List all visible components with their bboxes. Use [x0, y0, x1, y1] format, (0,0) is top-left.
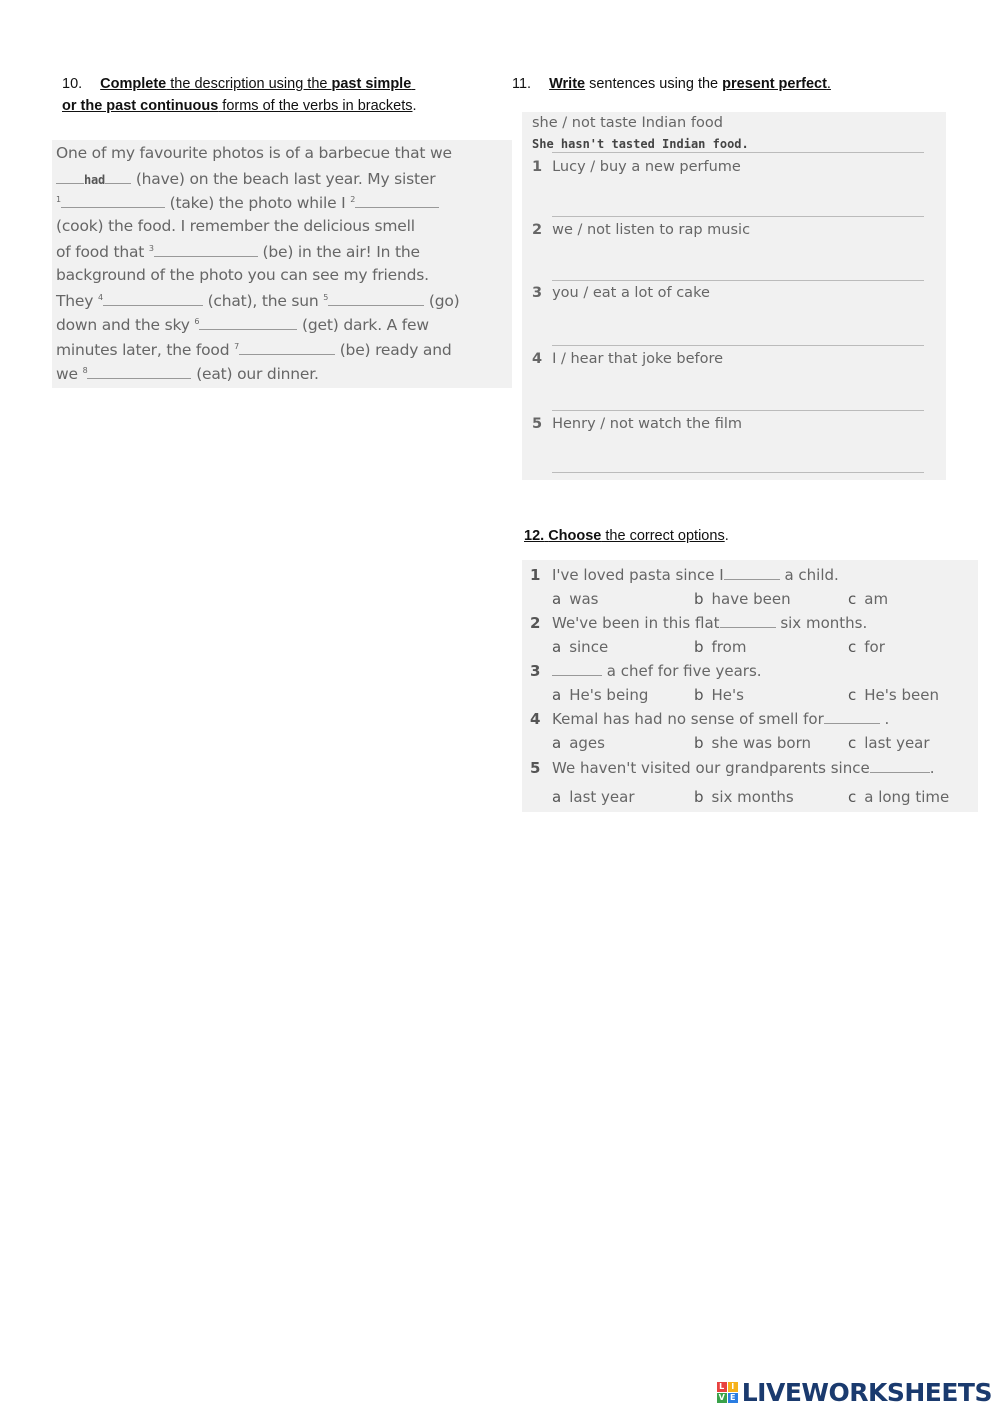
question-2: 2 We've been in this flat six months.: [530, 614, 868, 632]
option-b[interactable]: b she was born: [694, 734, 812, 752]
question-1: 1 I've loved pasta since I a child.: [530, 566, 839, 584]
option-b[interactable]: b from: [694, 638, 747, 656]
option-a[interactable]: a was: [552, 590, 599, 608]
question-4: 4 Kemal has had no sense of smell for .: [530, 710, 890, 728]
list-item: 1 Lucy / buy a new perfume: [532, 159, 741, 175]
answer-line-5[interactable]: [552, 472, 924, 473]
answer-line-1[interactable]: [552, 216, 924, 217]
answer-line-4[interactable]: [552, 410, 924, 411]
option-c[interactable]: c He's been: [848, 686, 939, 704]
answer-blank-8[interactable]: [87, 364, 191, 379]
question-5: 5 We haven't visited our grandparents since .: [530, 759, 935, 777]
ex10-passage: [52, 140, 512, 388]
passage-line: They $^4$ (chat), the sun $^5$ (go): [56, 292, 460, 310]
option-c[interactable]: c a long time: [848, 788, 950, 806]
passage-line: (cook) the food. I remember the delicious smell: [56, 217, 415, 235]
list-item: 2 we / not listen to rap music: [532, 222, 751, 238]
ex11-instructions: 11. Write sentences using the present perfect.: [512, 76, 831, 92]
list-item: 3 you / eat a lot of cake: [532, 285, 710, 301]
ex11-number: 11.: [512, 76, 532, 92]
option-a[interactable]: a last year: [552, 788, 635, 806]
passage-line: background of the photo you can see my friends.: [56, 266, 429, 284]
passage-line: down and the sky $^6$ (get) dark. A few: [56, 316, 429, 334]
ex10-instructions: 10. Complete the description using the past simple or the past continuous forms of the verbs in brackets.: [62, 76, 417, 114]
option-a[interactable]: a ages: [552, 734, 605, 752]
answer-blank-6[interactable]: [199, 315, 297, 330]
ex12-number: 12.: [524, 528, 545, 544]
answer-blank-5[interactable]: [328, 291, 424, 306]
liveworksheets-logo: [717, 1378, 992, 1406]
example-answer: had: [84, 173, 106, 187]
option-b[interactable]: b six months: [694, 788, 794, 806]
passage-line: of food that $^3$ (be) in the air! In the: [56, 243, 420, 261]
passage-line: minutes later, the food $^7$ (be) ready and: [56, 341, 452, 359]
answer-blank-4[interactable]: [103, 291, 203, 306]
option-b[interactable]: b He's: [694, 686, 744, 704]
option-c[interactable]: c for: [848, 638, 885, 656]
answer-blank-7[interactable]: [239, 340, 335, 355]
logo-text: LIVEWORKSHEETS: [741, 1377, 992, 1407]
passage-line: had (have) on the beach last year. My sister: [56, 169, 435, 188]
ex12-instructions: 12. Choose the correct options.: [524, 528, 729, 544]
logo-badge-icon: L I V E: [717, 1382, 738, 1403]
answer-blank-2[interactable]: [355, 193, 439, 208]
list-item: 4 I / hear that joke before: [532, 351, 724, 367]
list-item: 5 Henry / not watch the film: [532, 416, 743, 432]
question-3: 3 a chef for five years.: [530, 662, 762, 680]
option-a[interactable]: a since: [552, 638, 609, 656]
answer-line-3[interactable]: [552, 345, 924, 346]
option-c[interactable]: c am: [848, 590, 889, 608]
passage-line: One of my favourite photos is of a barbecue that we: [56, 144, 452, 162]
ex10-verb: Complete: [100, 76, 167, 92]
ex11-panel: [522, 112, 946, 480]
passage-line: we $^8$ (eat) our dinner.: [56, 365, 319, 383]
example-answer: She hasn't tasted Indian food.: [532, 137, 749, 151]
ex10-number: 10.: [62, 76, 83, 92]
ex12-panel: [522, 560, 978, 812]
option-c[interactable]: c last year: [848, 734, 930, 752]
passage-line: $^1$ (take) the photo while I $^2$: [56, 193, 439, 212]
answer-line-2[interactable]: [552, 280, 924, 281]
answer-blank-3[interactable]: [154, 242, 258, 257]
example-prompt: she / not taste Indian food: [532, 115, 723, 131]
answer-blank-1[interactable]: [61, 193, 165, 208]
option-b[interactable]: b have been: [694, 590, 791, 608]
option-a[interactable]: a He's being: [552, 686, 649, 704]
